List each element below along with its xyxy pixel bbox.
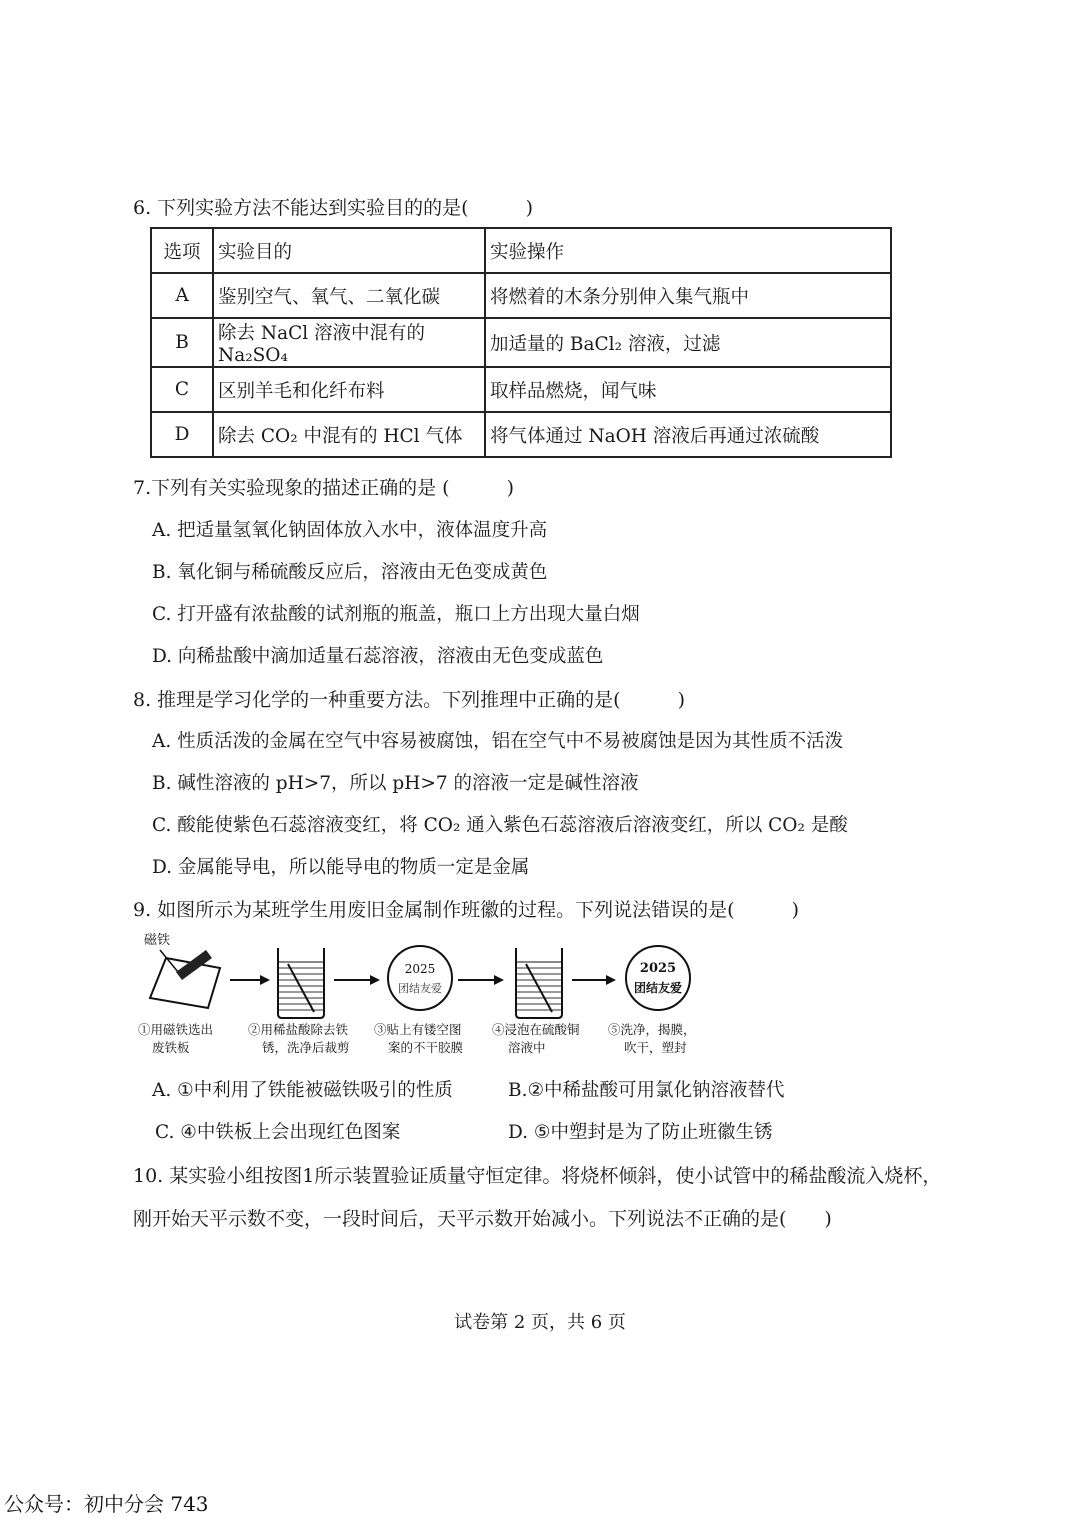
step-caption: 废铁板: [152, 1040, 190, 1055]
finished-badge-figure: [626, 946, 690, 1010]
step-caption: 案的不干胶膜: [388, 1040, 464, 1055]
q7-option-a: A. 把适量氢氧化钠固体放入水中，液体温度升高: [152, 520, 548, 541]
table-row: [151, 273, 891, 318]
table-header-row: [151, 228, 891, 273]
table-cell-purpose: 区别羊毛和化纤布料: [213, 367, 485, 412]
badge-final-text: 团结友爱: [633, 981, 683, 995]
beaker-icon: [278, 948, 324, 1018]
table-row: [151, 412, 891, 457]
q10-stem-line2: 刚开始天平示数不变，一段时间后，天平示数开始减小。下列说法不正确的是( ): [133, 1208, 832, 1230]
step-caption: 吹干，塑封: [624, 1040, 687, 1055]
table-header: 实验目的: [213, 228, 485, 273]
table-header: 选项: [151, 228, 213, 273]
q8-option-a: A. 性质活泼的金属在空气中容易被腐蚀，铝在空气中不易被腐蚀是因为其性质不活泼: [152, 731, 844, 752]
page-footer: 试卷第 2 页，共 6 页: [454, 1312, 626, 1333]
q7-option-d: D. 向稀盐酸中滴加适量石蕊溶液，溶液由无色变成蓝色: [152, 646, 604, 667]
table-cell-option: A: [151, 273, 213, 318]
badge-year: 2025: [639, 961, 677, 976]
arrow-icon: [458, 975, 504, 985]
table-cell-operation: 将气体通过 NaOH 溶液后再通过浓硫酸: [485, 412, 891, 457]
q6-stem: 6. 下列实验方法不能达到实验目的的是( ): [133, 197, 533, 219]
q7-option-b: B. 氧化铜与稀硫酸反应后，溶液由无色变成黄色: [152, 562, 548, 583]
beaker-icon: [516, 948, 562, 1018]
q9-option-b: B.②中稀盐酸可用氯化钠溶液替代: [508, 1080, 785, 1101]
q7-option-c: C. 打开盛有浓盐酸的试剂瓶的瓶盖，瓶口上方出现大量白烟: [152, 604, 640, 625]
step-caption: 锈，洗净后裁剪: [262, 1040, 350, 1055]
table-cell-operation: 加适量的 BaCl₂ 溶液，过滤: [485, 318, 891, 367]
watermark-text: 公众号：初中分会 743: [4, 1492, 209, 1516]
arrow-icon: [572, 975, 616, 985]
badge-sticker-text: 团结友爱: [398, 982, 442, 995]
step-caption: ①用磁铁选出: [138, 1022, 214, 1037]
q9-stem: 9. 如图所示为某班学生用废旧金属制作班徽的过程。下列说法错误的是( ): [133, 899, 799, 921]
table-cell-option: C: [151, 367, 213, 412]
q9-process-diagram: [138, 928, 698, 1063]
q9-option-c: C. ④中铁板上会出现红色图案: [155, 1122, 401, 1143]
table-row: [151, 318, 891, 367]
q10-stem-line1: 10. 某实验小组按图1所示装置验证质量守恒定律。将烧杯倾斜，使小试管中的稀盐酸流入烧杯，: [133, 1165, 942, 1187]
q9-option-d: D. ⑤中塑封是为了防止班徽生锈: [508, 1122, 773, 1143]
arrow-icon: [230, 975, 270, 985]
q9-option-a: A. ①中利用了铁能被磁铁吸引的性质: [152, 1080, 453, 1101]
table-cell-operation: 将燃着的木条分别伸入集气瓶中: [485, 273, 891, 318]
q8-option-c: C. 酸能使紫色石蕊溶液变红，将 CO₂ 通入紫色石蕊溶液后溶液变红，所以 CO₂ 是酸: [152, 815, 848, 836]
badge-sticker-figure: [388, 946, 452, 1010]
q8-option-d: D. 金属能导电，所以能导电的物质一定是金属: [152, 857, 530, 878]
badge-year: 2025: [404, 962, 436, 976]
table-cell-operation: 取样品燃烧，闻气味: [485, 367, 891, 412]
q8-option-b: B. 碱性溶液的 pH>7，所以 pH>7 的溶液一定是碱性溶液: [152, 773, 639, 794]
table-cell-purpose: 除去 CO₂ 中混有的 HCl 气体: [213, 412, 485, 457]
magnet-iron-plate-figure: [144, 932, 220, 1008]
table-row: [151, 367, 891, 412]
table-header: 实验操作: [485, 228, 891, 273]
table-cell-purpose: 鉴别空气、氧气、二氧化碳: [213, 273, 485, 318]
q8-stem: 8. 推理是学习化学的一种重要方法。下列推理中正确的是( ): [133, 689, 685, 711]
table-cell-purpose: 除去 NaCl 溶液中混有的 Na₂SO₄: [213, 318, 485, 367]
q7-stem: 7.下列有关实验现象的描述正确的是 ( ): [133, 477, 514, 499]
magnet-label: 磁铁: [144, 933, 171, 948]
step-caption: ②用稀盐酸除去铁: [248, 1022, 349, 1037]
table-cell-option: D: [151, 412, 213, 457]
step-caption: 溶液中: [508, 1040, 546, 1055]
q6-table: [150, 227, 892, 458]
table-cell-option: B: [151, 318, 213, 367]
arrow-icon: [334, 975, 380, 985]
step-caption: ⑤洗净，揭膜，: [608, 1022, 696, 1037]
step-caption: ③贴上有镂空图: [374, 1022, 462, 1037]
step-caption: ④浸泡在硫酸铜: [492, 1022, 580, 1037]
